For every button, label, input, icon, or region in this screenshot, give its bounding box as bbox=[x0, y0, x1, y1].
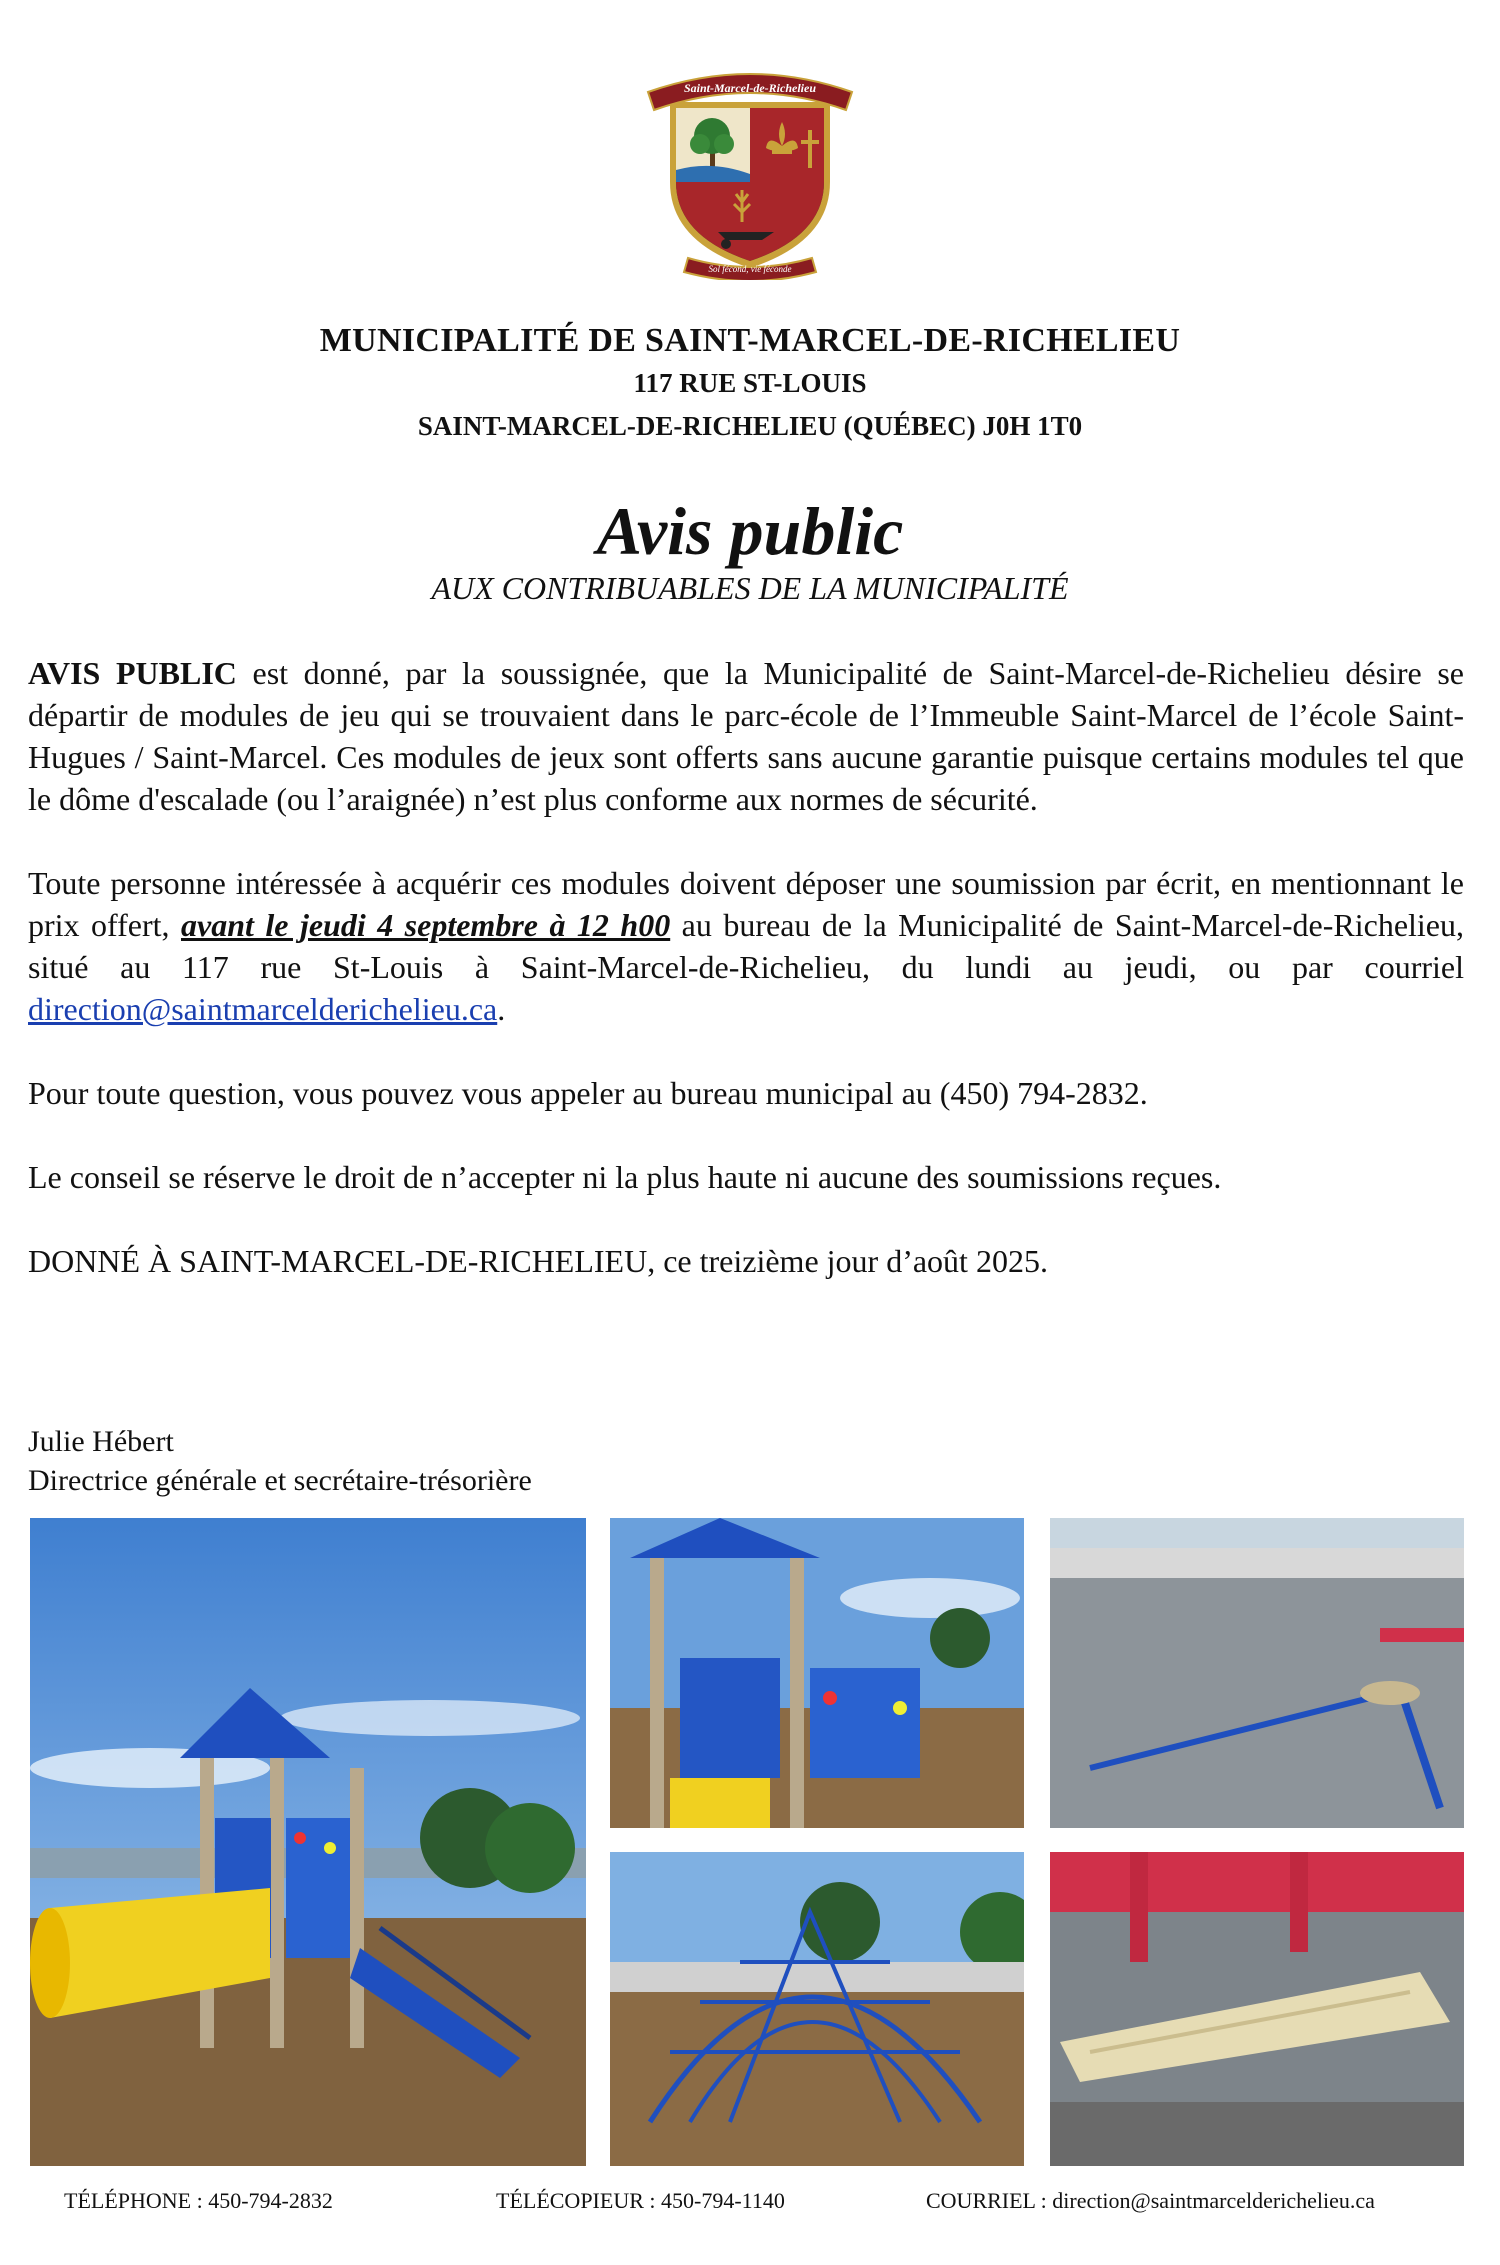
paragraph-1 bbox=[28, 652, 1464, 820]
paragraph-2-end: . bbox=[497, 991, 506, 1027]
notice-subtitle: AUX CONTRIBUABLES DE LA MUNICIPALITÉ bbox=[431, 570, 1069, 606]
avis-public-lead: AVIS PUBLIC bbox=[28, 655, 237, 691]
footer-phone: TÉLÉPHONE : 450-794-2832 bbox=[64, 2188, 333, 2213]
municipality-name: MUNICIPALITÉ DE SAINT-MARCEL-DE-RICHELIEU bbox=[319, 322, 1181, 359]
signatory-name: Julie Hébert bbox=[28, 1425, 174, 1458]
photo-seesaw-parts bbox=[1050, 1518, 1464, 1828]
paragraph-2 bbox=[28, 862, 1464, 1030]
footer-email[interactable]: COURRIEL : direction@saintmarcelderichelieu.ca bbox=[926, 2188, 1375, 2213]
notice-title: Avis public bbox=[596, 493, 904, 569]
paragraph-3: Pour toute question, vous pouvez vous appeler au bureau municipal au (450) 794-2832. bbox=[28, 1075, 1148, 1111]
paragraph-2-text-a: Toute personne intéressée à acquérir ces modules doivent déposer une soumission par écrit, en mentionnant le prix offert, bbox=[28, 865, 1464, 943]
email-link[interactable]: direction@saintmarcelderichelieu.ca bbox=[28, 991, 498, 1027]
photo-climbing-dome bbox=[610, 1852, 1024, 2166]
photo-structure-closeup bbox=[610, 1518, 1024, 1828]
crest-banner-top-text: Saint-Marcel-de-Richelieu bbox=[684, 81, 816, 95]
footer-fax: TÉLÉCOPIEUR : 450-794-1140 bbox=[496, 2188, 785, 2213]
paragraph-5: DONNÉ À SAINT-MARCEL-DE-RICHELIEU, ce treizième jour d’août 2025. bbox=[28, 1243, 1048, 1279]
paragraph-2-text-b: au bureau de la Municipalité de Saint-Marcel-de-Richelieu, situé au 117 rue St-Louis à Saint-Marcel-de-Richelieu, du lundi au jeudi, ou par courriel bbox=[28, 907, 1465, 985]
signature-block bbox=[28, 1422, 532, 1500]
photo-damaged-slide bbox=[1050, 1852, 1464, 2166]
submission-deadline: avant le jeudi 4 septembre à 12 h00 bbox=[181, 907, 671, 943]
signatory-role: Directrice générale et secrétaire-trésorière bbox=[28, 1464, 532, 1497]
notice-body bbox=[28, 652, 1464, 1282]
photo-play-structure bbox=[30, 1518, 586, 2166]
municipal-crest-logo bbox=[642, 62, 858, 280]
paragraph-1-text: est donné, par la soussignée, que la Municipalité de Saint-Marcel-de-Richelieu désire se départir de modules de jeu qui se trouvaient dans le parc-école de l’Immeuble Saint-Marcel de l’école Saint-Hugues / Saint-Marcel. Ces modules de jeux sont offerts sans aucune garantie puisque certains modules tel que le dôme d'escalade (ou l’araignée) n’est plus conforme aux normes de sécurité. bbox=[28, 655, 1464, 817]
city-address: SAINT-MARCEL-DE-RICHELIEU (QUÉBEC) J0H 1T0 bbox=[417, 411, 1083, 441]
crest-banner-bottom-text: Sol fécond, vie féconde bbox=[708, 264, 792, 274]
street-address: 117 RUE ST-LOUIS bbox=[633, 368, 867, 398]
paragraph-4: Le conseil se réserve le droit de n’accepter ni la plus haute ni aucune des soumissions reçues. bbox=[28, 1159, 1222, 1195]
